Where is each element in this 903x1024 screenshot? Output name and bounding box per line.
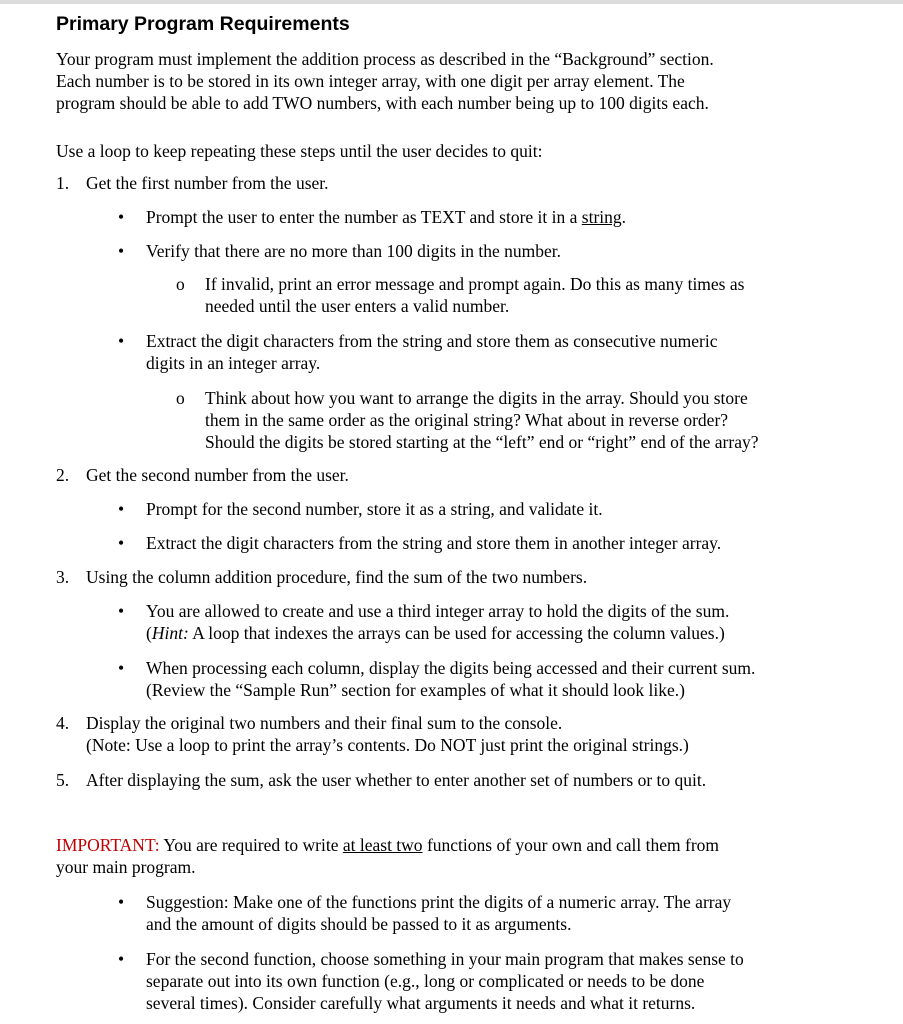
bullet-line: For the second function, choose something in your main program that makes sense to (146, 949, 744, 969)
bullet-text (146, 206, 626, 228)
step-number: 1. (56, 173, 70, 193)
bullet-line: (Review the “Sample Run” section for examples of what it should look like.) (146, 680, 685, 700)
bullet-line: digits in an integer array. (146, 353, 321, 373)
underlined-phrase: at least two (342, 835, 423, 855)
bullet-glyph: • (118, 892, 125, 912)
bullet-text (146, 600, 729, 644)
bullet-glyph: • (118, 499, 125, 519)
intro-line: program should be able to add TWO numbers, with each number being up to 100 digits each. (56, 93, 709, 113)
step-number: 4. (56, 713, 70, 733)
sub-bullet-line: Should the digits be stored starting at the “left” end or “right” end of the array? (205, 432, 759, 452)
bullet-line: several times). Consider carefully what arguments it needs and what it returns. (146, 993, 696, 1013)
bullet-text-part: . (621, 207, 627, 227)
bullet-glyph: • (118, 241, 125, 261)
bullet-text: Prompt for the second number, store it as a string, and validate it. (146, 499, 603, 519)
sub-bullet-glyph: o (176, 388, 185, 408)
step-text: After displaying the sum, ask the user whether to enter another set of numbers or to quit. (86, 770, 707, 790)
step-number: 5. (56, 770, 70, 790)
loop-intro: Use a loop to keep repeating these steps until the user decides to quit: (56, 141, 543, 161)
step-line: (Note: Use a loop to print the array’s contents. Do NOT just print the original strings.) (86, 735, 689, 755)
underlined-word: string (581, 207, 622, 227)
bullet-text (146, 657, 755, 701)
bullet-line: When processing each column, display the digits being accessed and their current sum. (146, 658, 756, 678)
step-number: 3. (56, 567, 70, 587)
bullet-text: Verify that there are no more than 100 digits in the number. (146, 241, 562, 261)
important-text: functions of your own and call them from (422, 835, 720, 855)
bullet-glyph: • (118, 207, 125, 227)
bullet-text (146, 891, 731, 935)
bullet-text (146, 948, 744, 1014)
step-text (86, 712, 689, 756)
top-border (0, 0, 903, 4)
intro-paragraph (56, 48, 714, 114)
sub-bullet-line: Think about how you want to arrange the digits in the array. Should you store (205, 388, 748, 408)
bullet-line: separate out into its own function (e.g., long or complicated or needs to be done (146, 971, 705, 991)
step-text: Get the second number from the user. (86, 465, 349, 485)
bullet-line: Suggestion: Make one of the functions print the digits of a numeric array. The array (146, 892, 732, 912)
step-number: 2. (56, 465, 70, 485)
step-line: Display the original two numbers and their final sum to the console. (86, 713, 563, 733)
intro-line: Your program must implement the addition process as described in the “Background” section. (56, 49, 714, 69)
sub-bullet-line: them in the same order as the original string? What about in reverse order? (205, 410, 729, 430)
hint-label: Hint: (151, 623, 189, 643)
bullet-glyph: • (118, 658, 125, 678)
bullet-line: (Hint: A loop that indexes the arrays can be used for accessing the column values.) (146, 623, 725, 643)
section-heading: Primary Program Requirements (56, 13, 350, 35)
bullet-glyph: • (118, 601, 125, 621)
important-line (56, 834, 719, 856)
sub-bullet-line: If invalid, print an error message and prompt again. Do this as many times as (205, 274, 745, 294)
sub-bullet-glyph: o (176, 274, 185, 294)
bullet-glyph: • (118, 949, 125, 969)
step-text: Get the first number from the user. (86, 173, 329, 193)
bullet-glyph: • (118, 533, 125, 553)
bullet-text-part: Prompt the user to enter the number as TEXT and store it in a (146, 207, 582, 227)
bullet-text (146, 330, 717, 374)
important-label: IMPORTANT: (56, 835, 160, 855)
step-text: Using the column addition procedure, find the sum of the two numbers. (86, 567, 588, 587)
bullet-text: Extract the digit characters from the string and store them in another integer array. (146, 533, 722, 553)
important-text: You are required to write (159, 835, 343, 855)
important-line: your main program. (56, 857, 196, 877)
bullet-glyph: • (118, 331, 125, 351)
sub-bullet-line: needed until the user enters a valid number. (205, 296, 510, 316)
sub-bullet-text (205, 273, 744, 317)
bullet-line: Extract the digit characters from the string and store them as consecutive numeric (146, 331, 718, 351)
bullet-line: and the amount of digits should be passed to it as arguments. (146, 914, 572, 934)
important-paragraph (56, 834, 719, 878)
bullet-line: You are allowed to create and use a third integer array to hold the digits of the sum. (146, 601, 730, 621)
hint-text: A loop that indexes the arrays can be used for accessing the column values.) (188, 623, 725, 643)
intro-line: Each number is to be stored in its own integer array, with one digit per array element. The (56, 71, 685, 91)
sub-bullet-text (205, 387, 759, 453)
